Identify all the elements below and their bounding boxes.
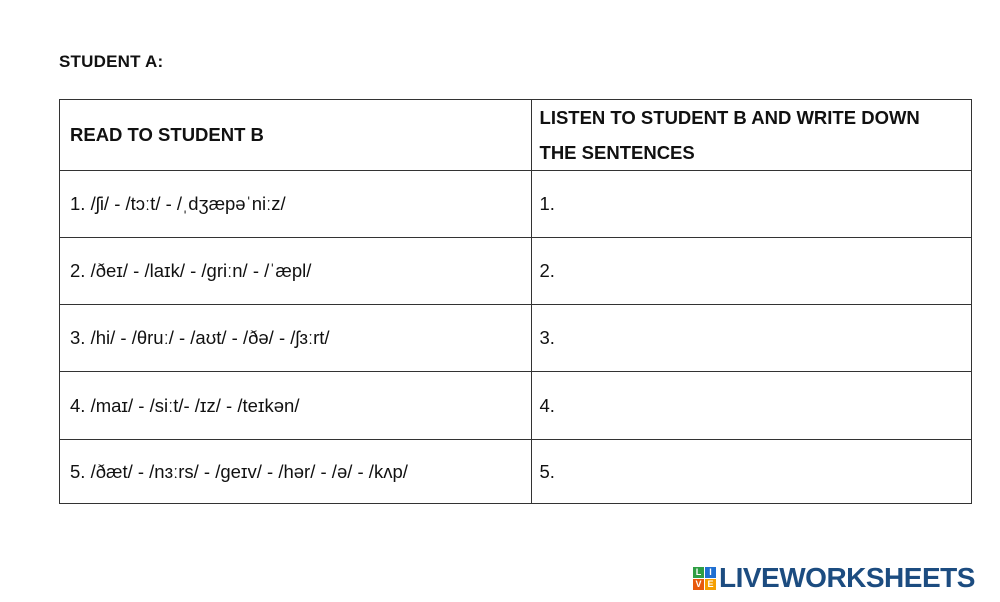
phonetic-sentence-3: 3. /hi/ - /θruː/ - /aʊt/ - /ðə/ - /ʃɜːrt/ [60,305,532,372]
phonetic-sentence-5: 5. /ðæt/ - /nɜːrs/ - /geɪv/ - /hər/ - /ə/ - /kʌp/ [60,440,532,504]
table-row [60,372,972,440]
phonetic-sentence-4: 4. /maɪ/ - /siːt/- /ɪz/ - /teɪkən/ [60,372,532,440]
logo-text: LIVEWORKSHEETS [719,562,975,593]
logo-mark-letter-i: I [705,567,716,578]
header-read-to-student-b: READ TO STUDENT B [60,100,532,171]
answer-cell-3[interactable]: 3. [531,305,971,372]
liveworksheets-logo[interactable] [693,563,975,593]
table-header-row [60,100,972,171]
phonetic-sentence-1: 1. /ʃi/ - /tɔːt/ - /ˌdʒæpəˈniːz/ [60,171,532,238]
logo-mark-letter-v: V [693,579,704,590]
answer-cell-5[interactable]: 5. [531,440,971,504]
table-row [60,440,972,504]
table-row [60,171,972,238]
page-heading: STUDENT A: [59,52,164,71]
header-listen-and-write: LISTEN TO STUDENT B AND WRITE DOWN THE SENTENCES [531,100,971,171]
exercise-table [59,99,972,504]
answer-cell-1[interactable]: 1. [531,171,971,238]
answer-cell-2[interactable]: 2. [531,238,971,305]
answer-cell-4[interactable]: 4. [531,372,971,440]
table-row [60,238,972,305]
live-logo-mark-icon [693,567,716,590]
logo-mark-letter-e: E [705,579,716,590]
phonetic-sentence-2: 2. /ðeɪ/ - /laɪk/ - /griːn/ - /ˈæpl/ [60,238,532,305]
logo-mark-letter-l: L [693,567,704,578]
table-row [60,305,972,372]
